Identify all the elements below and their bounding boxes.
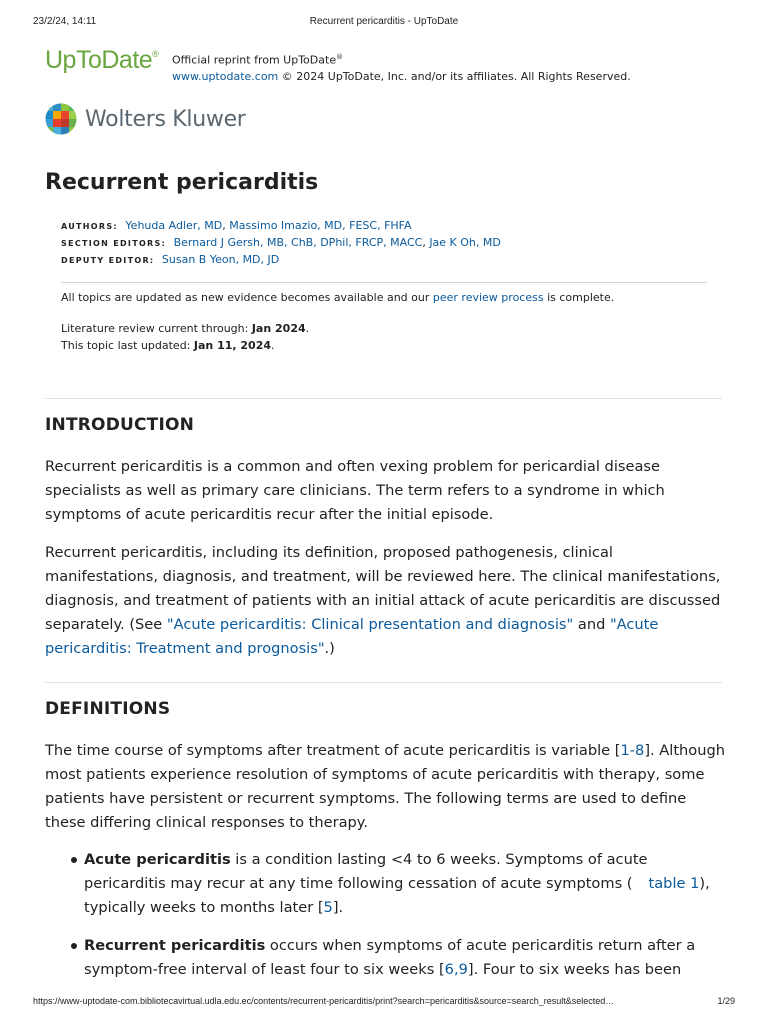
definitions-list [84,848,724,996]
definitions-heading: DEFINITIONS [45,699,171,719]
author-link-imazio[interactable]: Massimo Imazio, MD, FESC, FHFA [229,219,412,232]
introduction-heading: INTRODUCTION [45,415,195,435]
editor-link-gersh[interactable]: Bernard J Gersh, MB, ChB, DPhil, FRCP, MACC [173,236,423,249]
reprint-line: Official reprint from UpToDate [172,53,337,67]
copyright-text: © 2024 UpToDate, Inc. and/or its affiliates. All Rights Reserved. [278,69,631,83]
intro-p2-text: Recurrent pericarditis, including its definition, proposed pathogenesis, clinical manifestations, diagnosis, and treatment, will be reviewed here. The clinical manifestations, diagnosis, and treatment of patients with an initial attack of acute pericarditis are discussed separately. (See [45,544,721,633]
deputy-editor-row [61,252,501,269]
intro-p2-end: .) [324,640,335,657]
print-footer [33,996,735,1010]
literature-review-row [61,320,309,337]
bullet1-text-end: ]. [332,899,344,916]
update-note-text: All topics are updated as new evidence becomes available and our [61,291,433,304]
last-updated-label: This topic last updated: [61,339,194,352]
section-editors-row: SECTION EDITORS: Bernard J Gersh, MB, ChB, DPhil, FRCP, MACC, Jae K Oh, MD [61,236,501,249]
bullet2-text: occurs when symptoms of acute pericarditis return after a symptom-free interval of least four to six weeks [ [84,937,696,978]
logo-registered-mark: ® [152,49,159,59]
section-editors-label: SECTION EDITORS: [61,239,167,248]
bullet1-text-mid: ), typically weeks to months later [ [84,875,710,916]
lit-review-date: Jan 2024 [251,322,306,335]
uptodate-logo[interactable] [45,46,158,75]
introduction-paragraph-1: Recurrent pericarditis is a common and often vexing problem for pericardial disease specialists as well as primary care clinicians. The term refers to a syndrome in which symptoms of acute pericarditis recur after the initial episode. [45,458,665,523]
last-updated-row [61,337,309,354]
page-number: 1/29 [717,996,735,1006]
period: . [271,339,275,352]
link-acute-pericarditis-treatment[interactable]: "Acute pericarditis: Treatment and prognosis" [45,616,659,657]
print-header [33,16,735,30]
divider [61,282,707,283]
bullet2-text-end: ]. Four to six weeks has been [467,961,682,978]
uptodate-site-link[interactable]: www.uptodate.com [172,69,279,83]
reprint-registered-mark: ® [336,53,344,61]
logo-text: UpToDate [45,46,153,74]
last-updated-date: Jan 11, 2024 [193,339,271,352]
deputy-editor-label: DEPUTY EDITOR: [61,256,155,265]
reference-link-6-9[interactable]: 6,9 [444,961,468,978]
print-page-title: Recurrent pericarditis - UpToDate [309,16,459,27]
bullet1-text: is a condition lasting <4 to 6 weeks. Symptoms of acute pericarditis may recur at any time following cessation of acute symptoms ( [84,851,648,892]
reference-link-5[interactable]: 5 [323,899,333,916]
intro-p2-and: and [573,616,610,633]
list-item [84,934,724,982]
term-recurrent-pericarditis: Recurrent pericarditis [84,937,266,954]
section-divider [45,398,722,399]
period: . [305,322,310,335]
peer-review-link[interactable]: peer review process [432,291,544,304]
definitions-paragraph-1 [45,739,725,835]
wolters-kluwer-logo [45,103,246,135]
def-p1-text: The time course of symptoms after treatment of acute pericarditis is variable [ [45,742,621,759]
update-note-text-end: is complete. [543,291,615,304]
authors-block [61,218,501,269]
publisher-name: Wolters Kluwer [85,106,246,132]
editor-link-oh[interactable]: Jae K Oh, MD [429,236,501,249]
reference-link-1-8[interactable]: 1-8 [620,742,645,759]
list-item [84,848,724,920]
print-datetime: 23/2/24, 14:11 [33,16,97,27]
wolters-kluwer-globe-icon [45,103,77,135]
introduction-paragraph-2 [45,541,725,661]
review-dates [61,320,309,354]
def-p1-text-end: ]. Although most patients experience resolution of symptoms of acute pericarditis with therapy, some patients have persistent or recurrent symptoms. The following terms are used to define these differing clinical responses to therapy. [45,742,725,831]
reprint-notice [172,49,631,85]
section-divider [45,682,722,683]
authors-row: AUTHORS: Yehuda Adler, MD, Massimo Imazio, MD, FESC, FHFA [61,219,412,232]
term-acute-pericarditis: Acute pericarditis [84,851,231,868]
deputy-editor-link[interactable]: Susan B Yeon, MD, JD [161,253,280,266]
lit-review-label: Literature review current through: [61,322,252,335]
page-title: Recurrent pericarditis [45,170,319,195]
link-acute-pericarditis-diagnosis[interactable]: "Acute pericarditis: Clinical presentation and diagnosis" [166,616,574,633]
authors-label: AUTHORS: [61,222,118,231]
print-url: https://www-uptodate-com.bibliotecavirtual.udla.edu.ec/contents/recurrent-pericarditis/print?search=pericarditis&source=search_result&selected… [33,996,615,1006]
update-note [61,290,614,305]
author-link-adler[interactable]: Yehuda Adler, MD [125,219,223,232]
table-1-link[interactable]: table 1 [648,875,700,892]
